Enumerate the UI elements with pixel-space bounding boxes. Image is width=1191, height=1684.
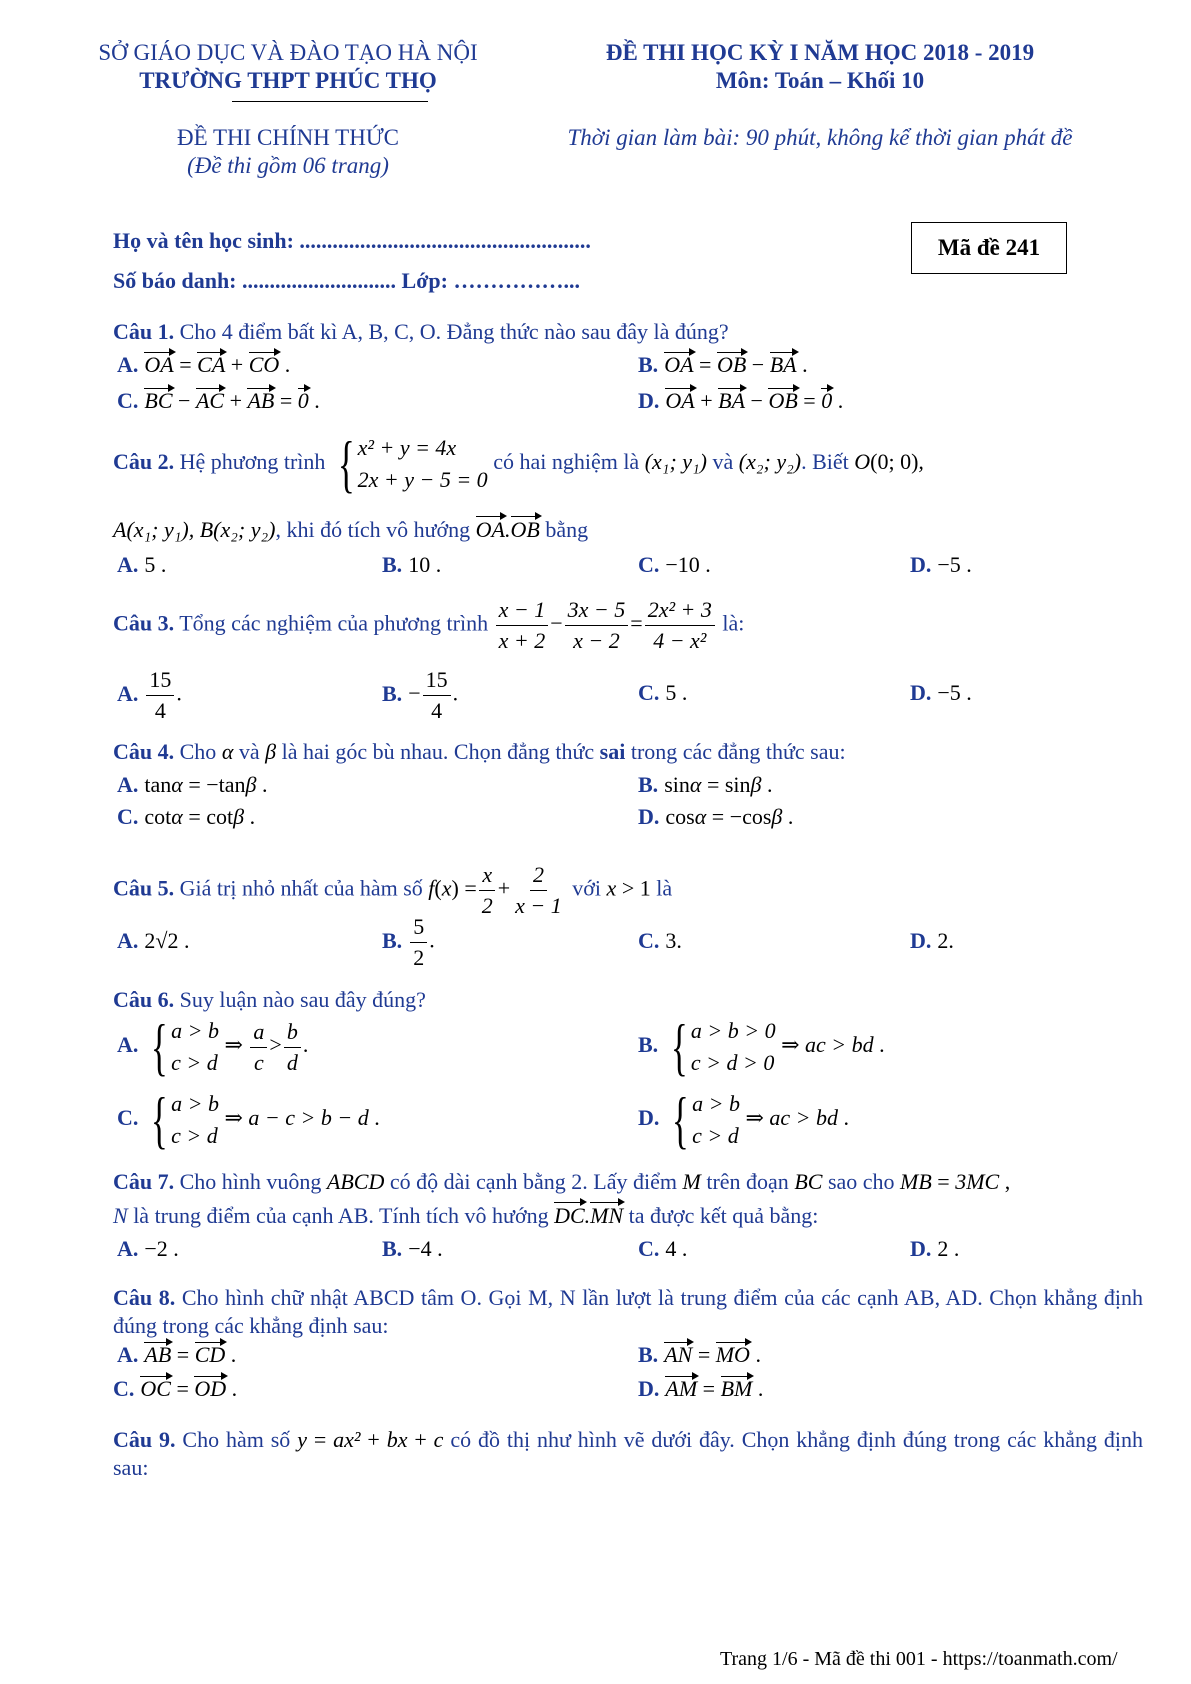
q1-option-a: A. OA = CA + CO . [117, 352, 291, 377]
question-3: Câu 3. Tổng các nghiệm của phương trình $\frac{x - 1}{x + 2}$ − $\frac{3x - 5}{x - 2}$ = $\frac{\text{2x² + 3}}{\text{4 − x²}}$ là: [113, 597, 745, 653]
question-label: Câu 8. [113, 1285, 176, 1310]
q8-option-a: A. AB = CD . [117, 1342, 237, 1367]
question-label: Câu 6. [113, 987, 175, 1012]
q6-option-c: C. { a > b c > d ⇒ a − c > b − d . [117, 1084, 380, 1155]
q1-option-b: B. OA = OB − BA . [638, 352, 808, 377]
q3-option-c: C. 5 . [638, 680, 688, 705]
question-9: Câu 9. Cho hàm số y = ax² + bx + c có đồ thị như hình vẽ dưới đây. Chọn khẳng định đúng trong các khẳng định sau: [113, 1427, 1144, 1480]
question-8: Câu 8. Cho hình chữ nhật ABCD tâm O. Gọi M, N lần lượt là trung điểm của các cạnh AB, AD. Chọn khẳng định đúng trong các khẳng định sau: [113, 1285, 1144, 1338]
school-name: TRƯỜNG THPT PHÚC THỌ [139, 68, 437, 93]
exam-code-box: Mã đề 241 [911, 222, 1067, 274]
q1-option-c: C. BC − AC + AB = 0 . [117, 388, 320, 413]
q5-option-c: C. 3. [638, 928, 682, 953]
q5-option-b: B. $\frac{5}{2}$ . [382, 914, 435, 970]
question-1 [113, 318, 1143, 346]
q5-option-d: D. 2. [910, 928, 954, 953]
q2-option-b: B. 10 . [382, 552, 442, 577]
question-2-cont: A(x₁; y₁), B(x₂; y₂), khi đó tích vô hướng OA.OB bằng [113, 517, 589, 542]
class-dots: ……………... [447, 268, 580, 293]
exam-title: ĐỀ THI HỌC KỲ I NĂM HỌC 2018 - 2019 [605, 40, 1035, 65]
q2-option-a: A. 5 . [117, 552, 167, 577]
q8-option-d: D. AM = BM . [638, 1376, 764, 1401]
q2-option-d: D. −5 . [910, 552, 972, 577]
time-note: Thời gian làm bài: 90 phút, không kể thời gian phát đề [567, 125, 1073, 150]
question-7-cont: N là trung điểm của cạnh AB. Tính tích vô hướng DC.MN ta được kết quả bằng: [113, 1203, 819, 1228]
question-label: Câu 4. [113, 739, 175, 764]
page-footer: Trang 1/6 - Mã đề thi 001 - https://toanmath.com/ [720, 1648, 1118, 1670]
q6-option-b: B. { a > b > 0 c > d > 0 ⇒ ac > bd . [638, 1011, 885, 1082]
question-label: Câu 3. [113, 610, 175, 636]
class-label: Lớp: [401, 268, 448, 293]
student-name-dots: ..................................................... [293, 228, 591, 253]
q4-option-a: A. tanα = −tanβ . [117, 772, 268, 797]
q3-option-b: B. − $\frac{15}{4}$ . [382, 667, 459, 723]
student-id-line [113, 268, 580, 294]
question-label: Câu 2. [113, 449, 175, 475]
q8-option-b: B. AN = MO . [638, 1342, 761, 1367]
q8-option-c: C. OC = OD . [113, 1376, 238, 1401]
question-label: Câu 9. [113, 1427, 176, 1452]
q4-option-b: B. sinα = sinβ . [638, 772, 773, 797]
q7-option-b: B. −4 . [382, 1236, 443, 1261]
q2-option-c: C. −10 . [638, 552, 711, 577]
sbd-dots: ............................ [236, 268, 402, 293]
q7-option-d: D. 2 . [910, 1236, 960, 1261]
q4-option-c: C. cotα = cotβ . [117, 804, 256, 829]
question-2: Câu 2. Hệ phương trình { x² + y = 4x 2x + y − 5 = 0 có hai nghiệm là (x₁; y₁) và (x₂; y₂). Biết O(0; 0), [113, 428, 924, 499]
question-5: Câu 5. Giá trị nhỏ nhất của hàm số f(x) = $\frac{x}{2}$ + $\frac{2}{x - 1}$ với x > 1 là [113, 862, 673, 918]
question-7: Câu 7. Cho hình vuông ABCD có độ dài cạnh bằng 2. Lấy điểm M trên đoạn BC sao cho MB = 3MC , [113, 1169, 1011, 1194]
question-text: Cho 4 điểm bất kì A, B, C, O. Đẳng thức nào sau đây là đúng? [179, 319, 729, 344]
sbd-label: Số báo danh: [113, 268, 237, 293]
student-name-label: Họ và tên học sinh: [113, 228, 294, 253]
question-label: Câu 7. [113, 1169, 175, 1194]
student-name-line [113, 228, 591, 254]
q5-option-a: A. 2√2 . [117, 928, 190, 953]
header-divider [232, 101, 428, 102]
q3-option-d: D. −5 . [910, 680, 972, 705]
subject-line: Môn: Toán – Khối 10 [715, 68, 925, 93]
q7-option-a: A. −2 . [117, 1236, 179, 1261]
q3-option-a: A. $\frac{15}{4}$ . [117, 667, 182, 723]
q6-option-d: D. { a > b c > d ⇒ ac > bd . [638, 1084, 850, 1155]
q7-option-c: C. 4 . [638, 1236, 688, 1261]
official-exam-label: ĐỀ THI CHÍNH THỨC [176, 125, 400, 150]
q4-option-d: D. cosα = −cosβ . [638, 804, 794, 829]
department-name: SỞ GIÁO DỤC VÀ ĐÀO TẠO HÀ NỘI [98, 40, 478, 65]
q6-option-a: A. { a > b c > d ⇒ $\frac{a}{c}$ > $\frac{b}{d}$ . [117, 1011, 309, 1082]
page-count-note: (Đề thi gồm 06 trang) [187, 153, 389, 178]
question-label: Câu 5. [113, 875, 175, 901]
question-4: Câu 4. Cho α và β là hai góc bù nhau. Chọn đẳng thức sai trong các đẳng thức sau: [113, 739, 846, 764]
question-6: Câu 6. Suy luận nào sau đây đúng? [113, 987, 426, 1012]
q1-option-d: D. OA + BA − OB = 0 . [638, 388, 844, 413]
question-label: Câu 1. [113, 319, 175, 344]
